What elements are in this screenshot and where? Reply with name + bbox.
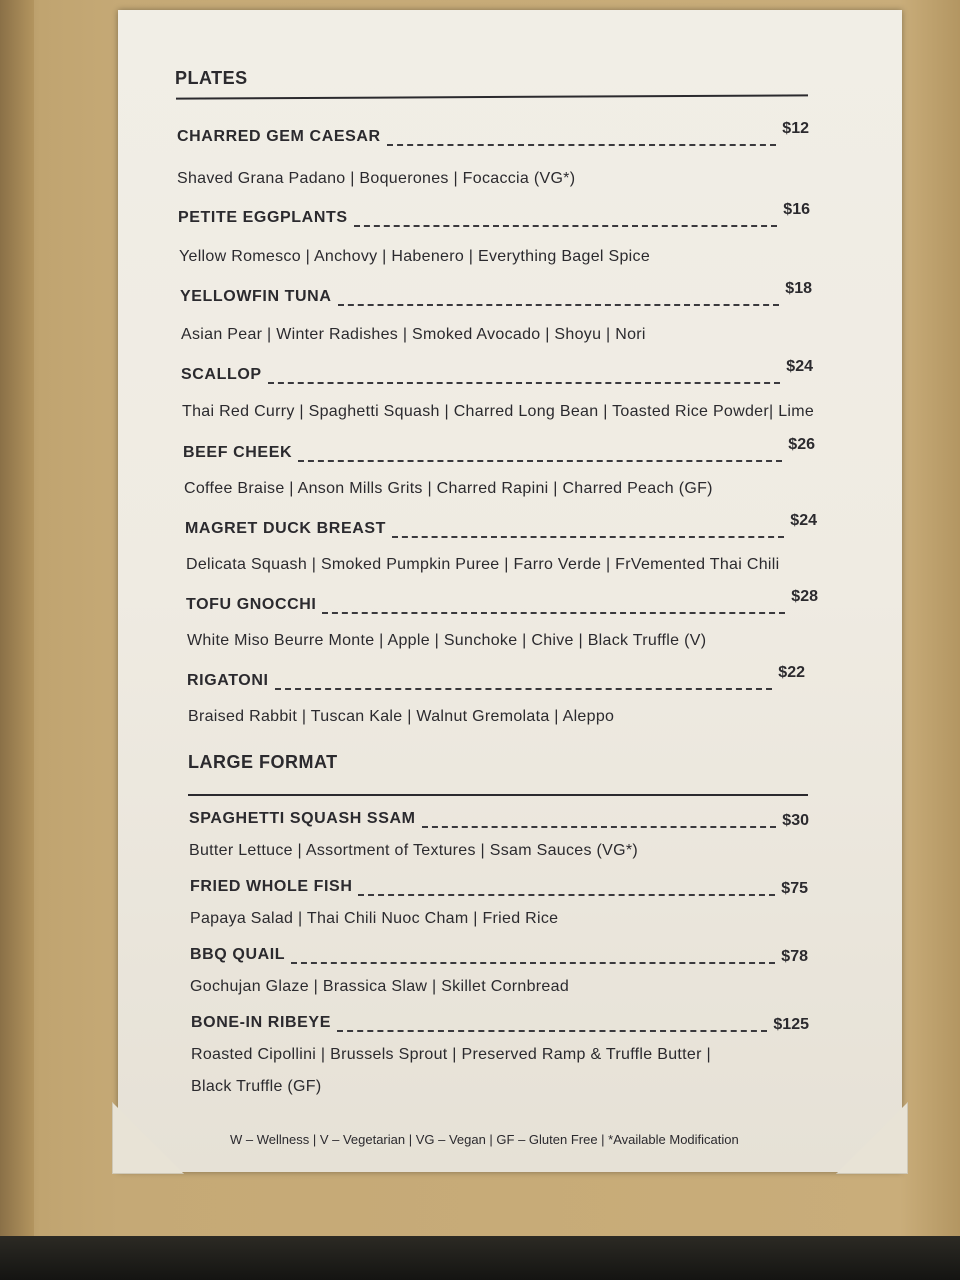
- item-name: PETITE EGGPLANTS: [178, 209, 348, 226]
- dietary-legend: W – Wellness | V – Vegetarian | VG – Vegan | GF – Gluten Free | *Available Modification: [230, 1132, 739, 1147]
- menu-item: [185, 512, 817, 542]
- item-description: Braised Rabbit | Tuscan Kale | Walnut Gremolata | Aleppo: [188, 708, 615, 725]
- item-description: Coffee Braise | Anson Mills Grits | Charred Rapini | Charred Peach (GF): [184, 480, 713, 497]
- item-name: BBQ QUAIL: [190, 946, 286, 963]
- item-description: Shaved Grana Padano | Boquerones | Focaccia (VG*): [177, 170, 576, 187]
- item-name: CHARRED GEM CAESAR: [177, 128, 381, 145]
- item-price: $75: [781, 880, 808, 897]
- menu-item: [177, 120, 809, 150]
- item-name: MAGRET DUCK BREAST: [185, 520, 387, 537]
- item-name: BONE-IN RIBEYE: [191, 1014, 331, 1031]
- item-description: Papaya Salad | Thai Chili Nuoc Cham | Fried Rice: [190, 910, 559, 927]
- menu-item: [180, 280, 812, 310]
- item-price: $30: [782, 812, 809, 829]
- item-description: Yellow Romesco | Anchovy | Habenero | Everything Bagel Spice: [179, 248, 651, 265]
- item-description: Roasted Cipollini | Brussels Sprout | Preserved Ramp & Truffle Butter |: [191, 1046, 711, 1063]
- dotted-leader: [322, 610, 785, 614]
- dotted-leader: [268, 380, 781, 384]
- item-description: Thai Red Curry | Spaghetti Squash | Charred Long Bean | Toasted Rice Powder| Lime: [182, 403, 815, 420]
- item-description: White Miso Beurre Monte | Apple | Sunchoke | Chive | Black Truffle (V): [187, 632, 707, 649]
- item-price: $16: [783, 201, 810, 218]
- dotted-leader: [337, 1028, 767, 1032]
- item-name: SPAGHETTI SQUASH SSAM: [189, 810, 416, 827]
- menu-item: [181, 358, 813, 388]
- item-price: $22: [778, 664, 805, 681]
- item-price: $26: [788, 436, 815, 453]
- menu-item: [187, 664, 805, 694]
- item-description: Asian Pear | Winter Radishes | Smoked Avocado | Shoyu | Nori: [181, 326, 646, 343]
- item-name: YELLOWFIN TUNA: [180, 288, 332, 305]
- dotted-leader: [291, 960, 775, 964]
- menu-item: [183, 436, 815, 466]
- item-price: $78: [781, 948, 808, 965]
- item-description-continued: Black Truffle (GF): [191, 1078, 322, 1095]
- item-name: RIGATONI: [187, 672, 269, 689]
- item-name: BEEF CHEEK: [183, 444, 293, 461]
- section-title-plates: PLATES: [175, 68, 248, 88]
- dotted-leader: [298, 458, 782, 462]
- dotted-leader: [422, 824, 777, 828]
- dotted-leader: [387, 142, 777, 146]
- item-price: $12: [782, 120, 809, 137]
- item-price: $24: [786, 358, 813, 375]
- dotted-leader: [358, 892, 775, 896]
- menu-item: [186, 588, 818, 618]
- item-price: $18: [785, 280, 812, 297]
- dotted-leader: [275, 686, 773, 690]
- item-name: FRIED WHOLE FISH: [190, 878, 353, 895]
- item-price: $24: [790, 512, 817, 529]
- section-divider: [176, 94, 808, 99]
- item-price: $125: [773, 1016, 809, 1033]
- menu-item: [190, 878, 808, 900]
- section-divider: [188, 794, 808, 796]
- item-price: $28: [791, 588, 818, 605]
- item-name: SCALLOP: [181, 366, 262, 383]
- menu-item: [189, 810, 809, 832]
- dotted-leader: [338, 302, 780, 306]
- menu-item: [178, 201, 810, 231]
- menu-item: [190, 946, 808, 968]
- item-description: Butter Lettuce | Assortment of Textures | Ssam Sauces (VG*): [189, 842, 639, 859]
- item-description: Delicata Squash | Smoked Pumpkin Puree | Farro Verde | FrVemented Thai Chili: [186, 556, 780, 573]
- dotted-leader: [392, 534, 784, 538]
- section-title-large-format: LARGE FORMAT: [188, 752, 338, 772]
- item-name: TOFU GNOCCHI: [186, 596, 317, 613]
- menu-item: [191, 1014, 809, 1036]
- item-description: Gochujan Glaze | Brassica Slaw | Skillet Cornbread: [190, 978, 570, 995]
- dotted-leader: [354, 223, 778, 227]
